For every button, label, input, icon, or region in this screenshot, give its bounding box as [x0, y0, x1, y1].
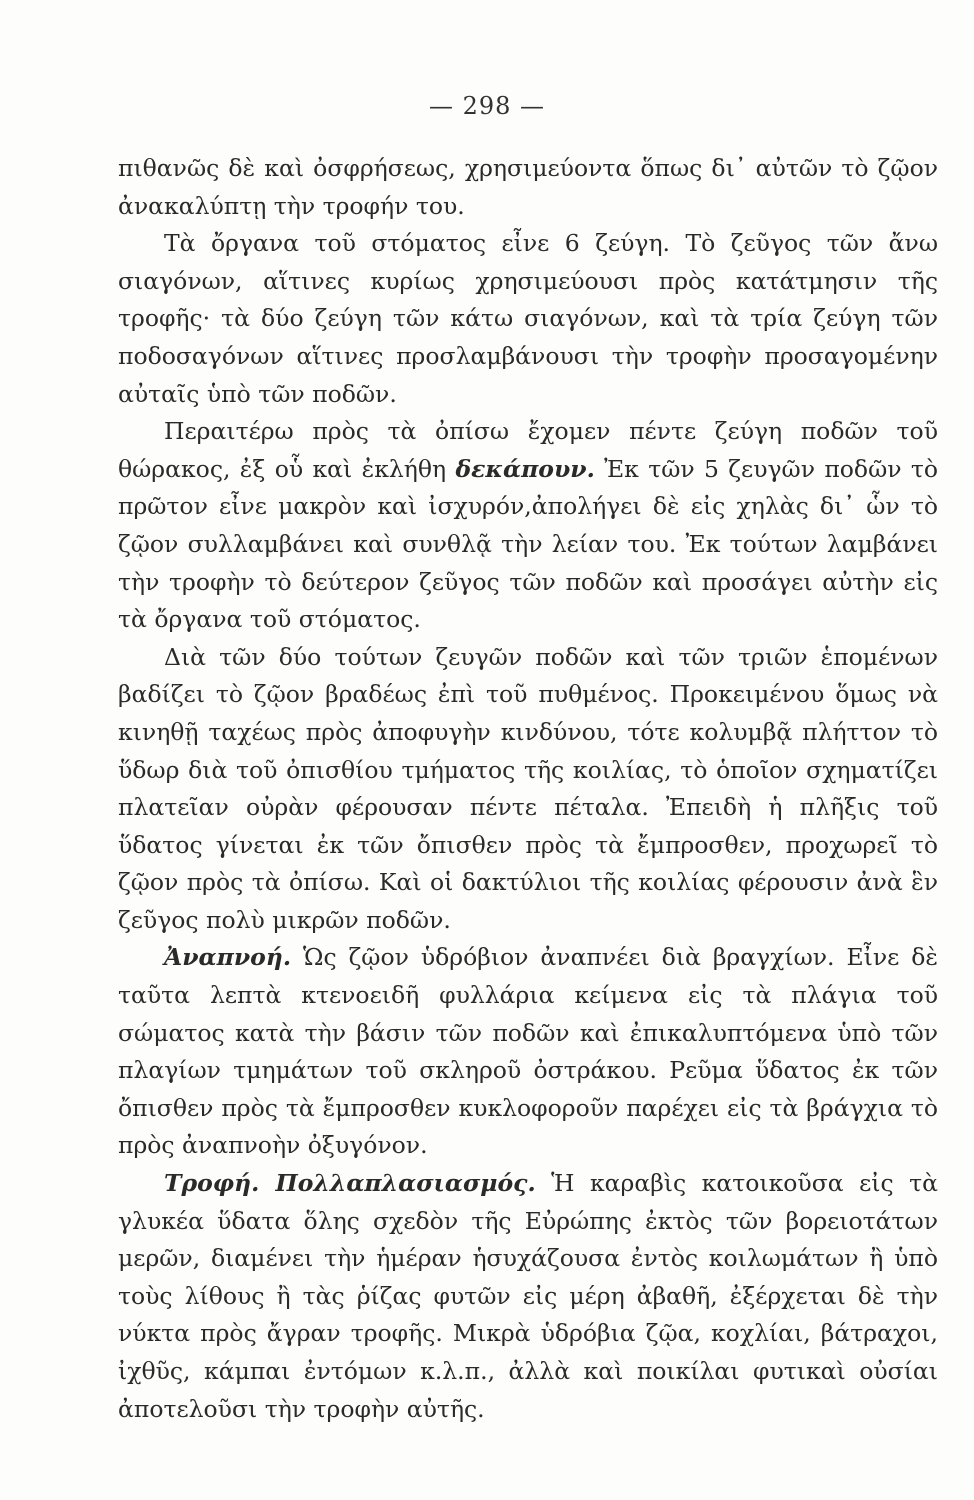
body-text — [118, 150, 938, 1428]
paragraph-2-text: Τὰ ὄργανα τοῦ στόματος εἶνε 6 ζεύγη. Τὸ ζεῦγος τῶν ἄνω σιαγόνων, αἵτινες κυρίως χρησιμεύουσι πρὸς κατάτμησιν τῆς τροφῆς· τὰ δύο ζεύγη τῶν κάτω σιαγόνων, καὶ τὰ τρία ζεύγη τῶν ποδοσαγόνων αἵτινες προσλαμβάνουσι τὴν τροφὴν προσαγομένην αὐταῖς ὑπὸ τῶν ποδῶν. — [118, 229, 938, 408]
paragraph-2 — [118, 225, 938, 413]
paragraph-5-heading: Ἀναπνοή. — [164, 943, 292, 972]
paragraph-6 — [118, 1165, 938, 1428]
paragraph-1-text: πιθανῶς δὲ καὶ ὀσφρήσεως, χρησιμεύοντα ὅπως δι᾽ αὐτῶν τὸ ζῷον ἀνακαλύπτῃ τὴν τροφήν του. — [118, 154, 938, 220]
paragraph-5 — [118, 939, 938, 1165]
paragraph-4 — [118, 639, 938, 940]
paragraph-5-text: Ὡς ζῷον ὑδρόβιον ἀναπνέει διὰ βραγχίων. Εἶνε δὲ ταῦτα λεπτὰ κτενοειδῆ φυλλάρια κείμενα εἰς τὰ πλάγια τοῦ σώματος κατὰ τὴν βάσιν τῶν ποδῶν καὶ ἐπικαλυπτόμενα ὑπὸ τῶν πλαγίων τμημάτων τοῦ σκληροῦ ὀστράκου. Ρεῦμα ὕδατος ἐκ τῶν ὄπισθεν πρὸς τὰ ἔμπροσθεν κυκλοφοροῦν παρέχει εἰς τὰ βράγχια τὸ πρὸς ἀναπνοὴν ὀξυγόνον. — [118, 943, 938, 1160]
paragraph-4-text: Διὰ τῶν δύο τούτων ζευγῶν ποδῶν καὶ τῶν τριῶν ἑπομένων βαδίζει τὸ ζῷον βραδέως ἐπὶ τοῦ πυθμένος. Προκειμένου ὅμως νὰ κινηθῇ ταχέως πρὸς ἀποφυγὴν κινδύνου, τότε κολυμβᾷ πλήττον τὸ ὕδωρ διὰ τοῦ ὀπισθίου τμήματος τῆς κοιλίας, τὸ ὁποῖον σχηματίζει πλατεῖαν οὐρὰν φέρουσαν πέντε πέταλα. Ἐπειδὴ ἡ πλῆξις τοῦ ὕδατος γίνεται ἐκ τῶν ὄπισθεν πρὸς τὰ ἔμπροσθεν, προχωρεῖ τὸ ζῷον πρὸς τὰ ὀπίσω. Καὶ οἱ δακτύλιοι τῆς κοιλίας φέρουσιν ἀνὰ ἓν ζεῦγος πολὺ μικρῶν ποδῶν. — [118, 642, 938, 934]
paragraph-3-emphasis: δεκάπουν. — [455, 454, 595, 483]
paragraph-3-text-after: Ἐκ τῶν 5 ζευγῶν ποδῶν τὸ πρῶτον εἶνε μακρὸν καὶ ἰσχυρόν,ἀπολήγει δὲ εἰς χηλὰς δι᾽ ὧν τὸ ζῷον συλλαμβάνει καὶ συνθλᾷ τὴν λείαν του. Ἐκ τούτων λαμβάνει τὴν τροφὴν τὸ δεύτερον ζεῦγος τῶν ποδῶν καὶ προσάγει αὐτὴν εἰς τὰ ὄργανα τοῦ στόματος. — [118, 454, 939, 634]
paragraph-3 — [118, 413, 938, 639]
page-number: — 298 — — [428, 92, 546, 120]
paragraph-6-text: Ἡ καραβὶς κατοικοῦσα εἰς τὰ γλυκέα ὕδατα ὅλης σχεδὸν τῆς Εὐρώπης ἐκτὸς τῶν βορειοτάτων μερῶν, διαμένει τὴν ἡμέραν ἡσυχάζουσα ἐντὸς κοιλωμάτων ἢ ὑπὸ τοὺς λίθους ἢ τὰς ῥίζας φυτῶν εἰς μέρη ἀβαθῆ, ἐξέρχεται δὲ τὴν νύκτα πρὸς ἄγραν τροφῆς. Μικρὰ ὑδρόβια ζῷα, κοχλίαι, βάτραχοι, ἰχθῦς, κάμπαι ἐντόμων κ.λ.π., ἀλλὰ καὶ ποικίλαι φυτικαὶ οὐσίαι ἀποτελοῦσι τὴν τροφὴν αὐτῆς. — [118, 1169, 938, 1423]
paragraph-3-text-before: Περαιτέρω πρὸς τὰ ὀπίσω ἔχομεν πέντε ζεύγη ποδῶν τοῦ θώρακος, ἐξ οὗ καὶ ἐκλήθη — [118, 417, 938, 483]
paragraph-1 — [118, 150, 938, 225]
paragraph-6-heading: Τροφή. Πολλαπλασιασμός. — [164, 1169, 536, 1198]
